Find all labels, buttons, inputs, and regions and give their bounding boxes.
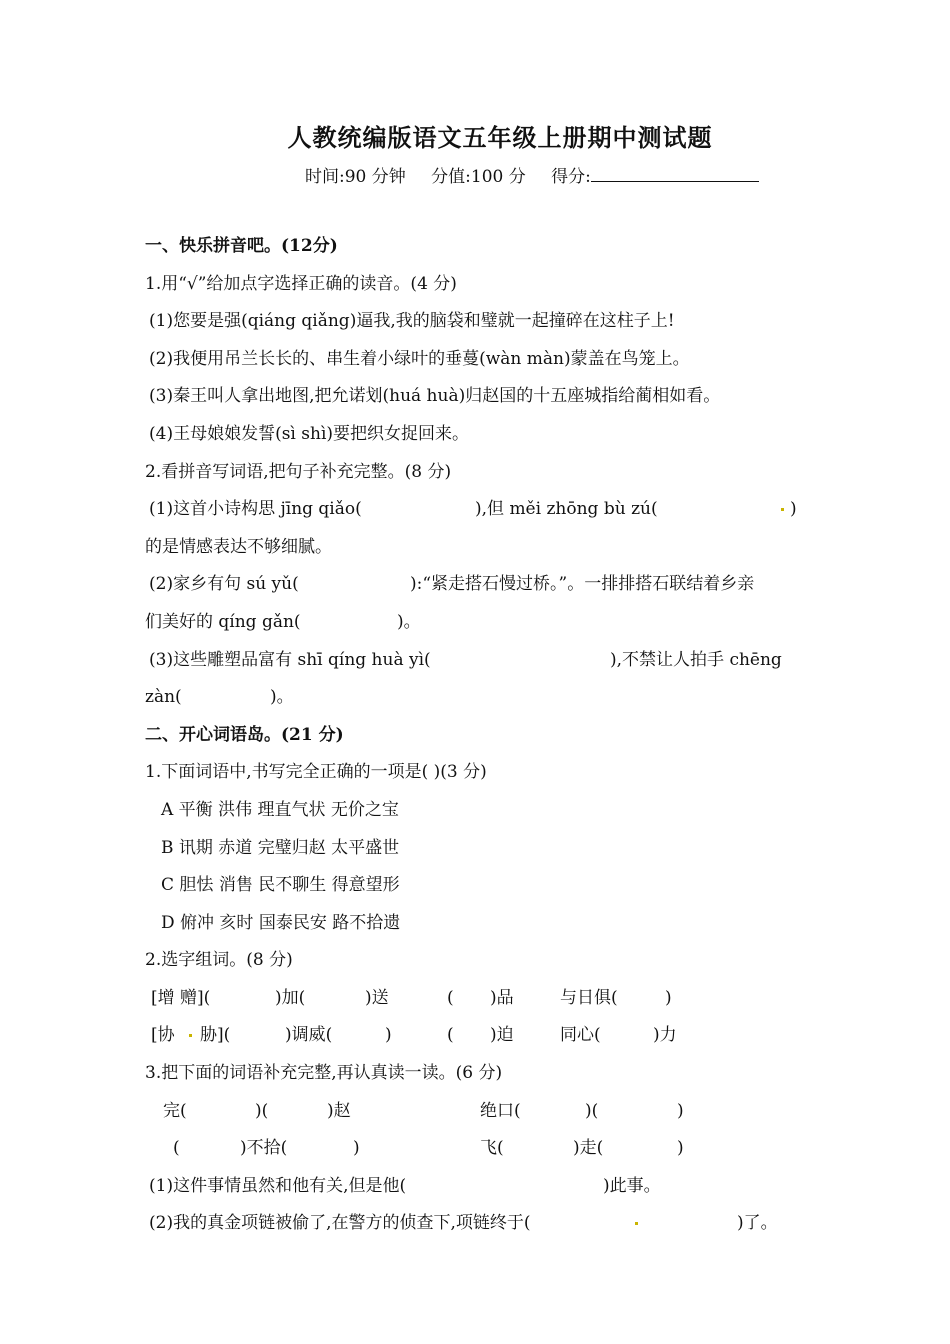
q2-line-1: (1)这首小诗构思 jīng qiǎo( ),但 měi zhōng bù zú( )	[145, 491, 825, 529]
s2-q2-row-2: [协 胁]( )调威( ) ( )迫 同心( )力	[145, 1017, 825, 1055]
section-2-heading: 二、开心词语岛。(21 分)	[145, 724, 344, 745]
s2-q1-option-c: C 胆怯 消售 民不聊生 得意望形	[161, 875, 400, 896]
exam-content	[145, 228, 825, 1243]
pinyin-dot	[777, 491, 788, 529]
answer-dot	[631, 1205, 642, 1243]
s2-q1-option-d: D 俯冲 亥时 国泰民安 路不拾遗	[161, 912, 401, 933]
q1-item-3: (3)秦王叫人拿出地图,把允诺划(huá huà)归赵国的十五座城指给蔺相如看。	[149, 386, 721, 407]
s2-q3-words-2: ( )不拾( ) 飞( )走( )	[173, 1138, 684, 1159]
q1-item-2: (2)我便用吊兰长长的、串生着小绿叶的垂蔓(wàn màn)蒙盖在鸟笼上。	[149, 348, 690, 369]
exam-meta	[305, 162, 759, 187]
got-label: 得分:	[551, 167, 591, 187]
s2-q1-option-b: B 讯期 赤道 完璧归赵 太平盛世	[161, 837, 400, 858]
score-blank[interactable]	[591, 167, 759, 182]
score-label: 分值:100 分	[431, 167, 526, 187]
s2-q3-stem: 3.把下面的词语补充完整,再认真读一读。(6 分)	[145, 1063, 503, 1084]
s2-q1-option-a: A 平衡 洪伟 理直气状 无价之宝	[161, 799, 399, 820]
section-1-heading: 一、快乐拼音吧。(12分)	[145, 236, 338, 256]
s2-q3-sentence-1: (1)这件事情虽然和他有关,但是他( )此事。	[149, 1175, 661, 1196]
s2-q2-row-1: [增 赠]( )加( )送 ( )品 与日俱( )	[151, 987, 672, 1008]
s2-q3-words-1: 完( )( )赵 绝口( )( )	[163, 1100, 684, 1121]
page-title: 人教统编版语文五年级上册期中测试题	[287, 123, 713, 152]
time-label: 时间:90 分钟	[305, 167, 406, 187]
s2-q3-sentence-2: (2)我的真金项链被偷了,在警方的侦查下,项链终于( )了。	[145, 1205, 825, 1243]
q2-stem: 2.看拼音写词语,把句子补充完整。(8 分)	[145, 461, 452, 482]
q1-item-1: (1)您要是强(qiáng qiǎng)逼我,我的脑袋和璧就一起撞碎在这柱子上!	[149, 311, 675, 332]
q2-line-5: (3)这些雕塑品富有 shī qíng huà yì( ),不禁让人拍手 chēng	[149, 649, 782, 670]
s2-q2-stem: 2.选字组词。(8 分)	[145, 950, 293, 971]
q2-line-4: 们美好的 qíng gǎn( )。	[145, 611, 421, 632]
q2-line-3: (2)家乡有句 sú yǔ( ):“紧走搭石慢过桥。”。一排排搭石联结着乡亲	[149, 574, 755, 595]
q2-line-2: 的是情感表达不够细腻。	[145, 536, 332, 557]
q2-line-6: zàn( )。	[145, 687, 294, 708]
char-dot	[185, 1017, 196, 1055]
s2-q1-stem: 1.下面词语中,书写完全正确的一项是( )(3 分)	[145, 762, 487, 783]
q1-stem: 1.用“√”给加点字选择正确的读音。(4 分)	[145, 273, 457, 294]
q1-item-4: (4)王母娘娘发誓(sì shì)要把织女捉回来。	[149, 423, 470, 444]
